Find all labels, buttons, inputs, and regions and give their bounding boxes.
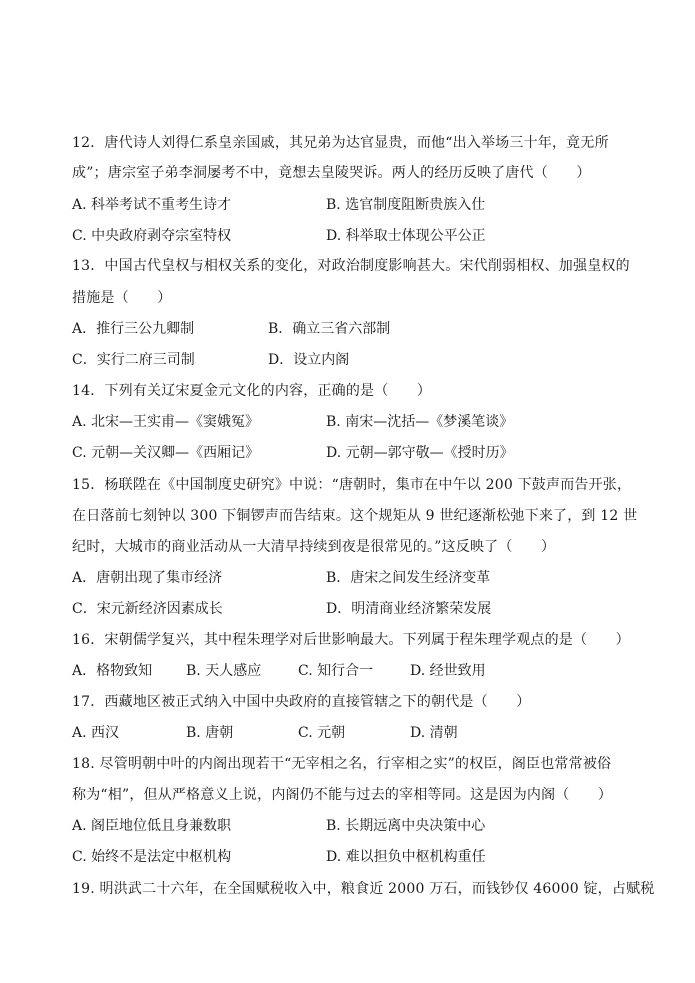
q12-stem-line-1: 12．唐代诗人刘得仁系皇亲国戚，其兄弟为达官显贵，而他“出入举场三十年，竟无所	[72, 135, 609, 151]
q13-option-d: D．设立内阁	[268, 352, 350, 368]
q17-option-b: B. 唐朝	[186, 725, 234, 741]
q13-stem-line-1: 13．中国古代皇权与相权关系的变化，对政治制度影响甚大。宋代削弱相权、加强皇权的	[72, 258, 630, 274]
q18-option-d: D. 难以担负中枢机构重任	[326, 849, 486, 865]
q14-option-d: D. 元朝—郭守敬—《授时历》	[326, 445, 514, 461]
q15-stem-line-2: 在日落前七刻钟以 300 下铜锣声而告结束。这个规矩从 9 世纪逐渐松弛下来了，到 12 世	[72, 508, 638, 524]
q17-option-a: A. 西汉	[72, 725, 120, 741]
q17-stem-line-1: 17．西藏地区被正式纳入中国中央政府的直接管辖之下的朝代是（ ）	[72, 694, 531, 710]
q12-option-d: D. 科举取士体现公平公正	[326, 228, 486, 244]
q15-option-c: C．宋元新经济因素成长	[72, 601, 223, 617]
q12-stem-line-2: 成”；唐宗室子弟李洞屡考不中，竟想去皇陵哭诉。两人的经历反映了唐代（ ）	[72, 165, 591, 181]
q15-option-b: B．唐宋之间发生经济变革	[326, 570, 491, 586]
q17-option-d: D. 清朝	[410, 725, 458, 741]
q16-stem-line-1: 16．宋朝儒学复兴，其中程朱理学对后世影响最大。下列属于程朱理学观点的是（ ）	[72, 632, 630, 648]
q12-option-c: C. 中央政府剥夺宗室特权	[72, 228, 232, 244]
q15-stem-line-1: 15．杨联陞在《中国制度史研究》中说：“唐朝时，集市在中午以 200 下鼓声而告开张，	[72, 477, 632, 493]
q12-option-a: A. 科举考试不重考生诗才	[72, 197, 232, 213]
q17-option-c: C. 元朝	[298, 725, 346, 741]
q14-option-a: A. 北宋—王实甫—《窦娥冤》	[72, 414, 260, 430]
q16-option-b: B. 天人感应	[186, 663, 262, 679]
q16-option-c: C. 知行合一	[298, 663, 374, 679]
q18-stem-line-2: 称为“相”，但从严格意义上说，内阁仍不能与过去的宰相等同。这是因为内阁（ ）	[72, 787, 613, 803]
q18-stem-line-1: 18. 尽管明朝中叶的内阁出现若干“无宰相之名，行宰相之实”的权臣，阁臣也常常被俗	[72, 756, 612, 772]
q15-option-d: D．明清商业经济繁荣发展	[326, 601, 492, 617]
q18-option-b: B. 长期远离中央决策中心	[326, 818, 486, 834]
q16-option-d: D. 经世致用	[410, 663, 486, 679]
q13-stem-line-2: 措施是（ ）	[72, 290, 172, 306]
q19-stem-line-1: 19. 明洪武二十六年，在全国赋税收入中，粮食近 2000 万石，而钱钞仅 46000 锭，占赋税	[72, 881, 655, 897]
q15-stem-line-3: 纪时，大城市的商业活动从一大清早持续到夜是很常见的。”这反映了（ ）	[72, 539, 556, 555]
q18-option-c: C. 始终不是法定中枢机构	[72, 849, 232, 865]
q13-option-c: C．实行二府三司制	[72, 352, 195, 368]
q15-option-a: A．唐朝出现了集市经济	[72, 570, 223, 586]
q14-option-c: C. 元朝—关汉卿—《西厢记》	[72, 445, 260, 461]
q12-option-b: B. 选官制度阻断贵族入仕	[326, 197, 486, 213]
q13-option-b: B．确立三省六部制	[268, 321, 391, 337]
q13-option-a: A．推行三公九卿制	[72, 321, 195, 337]
q18-option-a: A. 阁臣地位低且身兼数职	[72, 818, 232, 834]
q16-option-a: A．格物致知	[72, 663, 153, 679]
q14-stem-line-1: 14．下列有关辽宋夏金元文化的内容，正确的是（ ）	[72, 383, 432, 399]
q14-option-b: B. 南宋—沈括—《梦溪笔谈》	[326, 414, 514, 430]
